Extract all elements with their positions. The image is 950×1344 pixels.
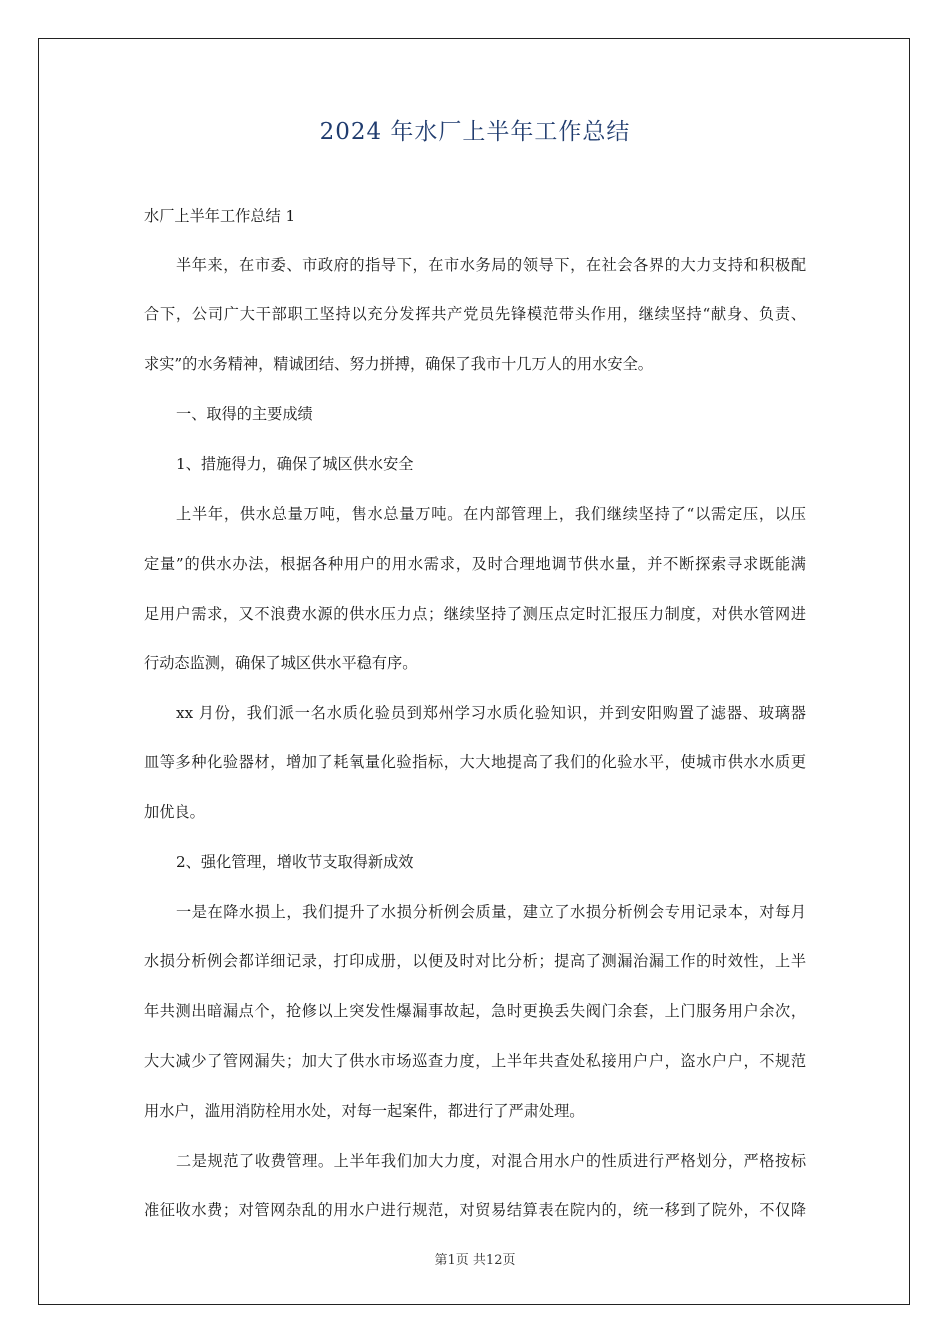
paragraph-line: 皿等多种化验器材，增加了耗氧量化验指标，大大地提高了我们的化验水平，使城市供水水质更 <box>144 753 806 771</box>
paragraph-line: 加优良。 <box>144 803 205 821</box>
paragraph-line: 一是在降水损上，我们提升了水损分析例会质量，建立了水损分析例会专用记录本，对每月 <box>176 903 806 921</box>
heading-management: 2、强化管理，增收节支取得新成效 <box>176 853 414 871</box>
paragraph-line: 行动态监测，确保了城区供水平稳有序。 <box>144 654 418 672</box>
paragraph-line: 水损分析例会都详细记录，打印成册，以便及时对比分析；提高了测漏治漏工作的时效性，上半 <box>144 952 806 970</box>
paragraph-line: 足用户需求，又不浪费水源的供水压力点；继续坚持了测压点定时汇报压力制度，对供水管网进 <box>144 605 806 623</box>
paragraph-line: 年共测出暗漏点个，抢修以上突发性爆漏事故起，急时更换丢失阀门余套，上门服务用户余次， <box>144 1002 806 1020</box>
heading-achievements: 一、取得的主要成绩 <box>176 405 313 423</box>
paragraph-line: 准征收水费；对管网杂乱的用水户进行规范，对贸易结算表在院内的，统一移到了院外，不仅降 <box>144 1201 806 1219</box>
paragraph-line: 定量”的供水办法，根据各种用户的用水需求，及时合理地调节供水量，并不断探索寻求既能满 <box>144 555 806 573</box>
paragraph-line: 大大减少了管网漏失；加大了供水市场巡查力度，上半年共查处私接用户户，盗水户户，不规范 <box>144 1052 806 1070</box>
paragraph-line: 合下，公司广大干部职工坚持以充分发挥共产党员先锋模范带头作用，继续坚持“献身、负责、 <box>144 305 806 323</box>
paragraph-line: 二是规范了收费管理。上半年我们加大力度，对混合用水户的性质进行严格划分，严格按标 <box>176 1152 806 1170</box>
paragraph-line: 用水户，滥用消防栓用水处，对每一起案件，都进行了严肃处理。 <box>144 1102 585 1120</box>
section-subtitle: 水厂上半年工作总结 1 <box>144 207 296 225</box>
heading-measures: 1、措施得力，确保了城区供水安全 <box>176 455 414 473</box>
paragraph-line: xx 月份，我们派一名水质化验员到郑州学习水质化验知识，并到安阳购置了滤器、玻璃器 <box>176 704 806 722</box>
document-title: 2024 年水厂上半年工作总结 <box>319 119 631 145</box>
page-footer: 第1页 共12页 <box>434 1253 516 1268</box>
paragraph-line: 求实”的水务精神，精诚团结、努力拼搏，确保了我市十几万人的用水安全。 <box>144 355 653 373</box>
paragraph-line: 半年来，在市委、市政府的指导下，在市水务局的领导下，在社会各界的大力支持和积极配 <box>176 256 806 274</box>
paragraph-line: 上半年，供水总量万吨，售水总量万吨。在内部管理上，我们继续坚持了“以需定压，以压 <box>176 505 806 523</box>
